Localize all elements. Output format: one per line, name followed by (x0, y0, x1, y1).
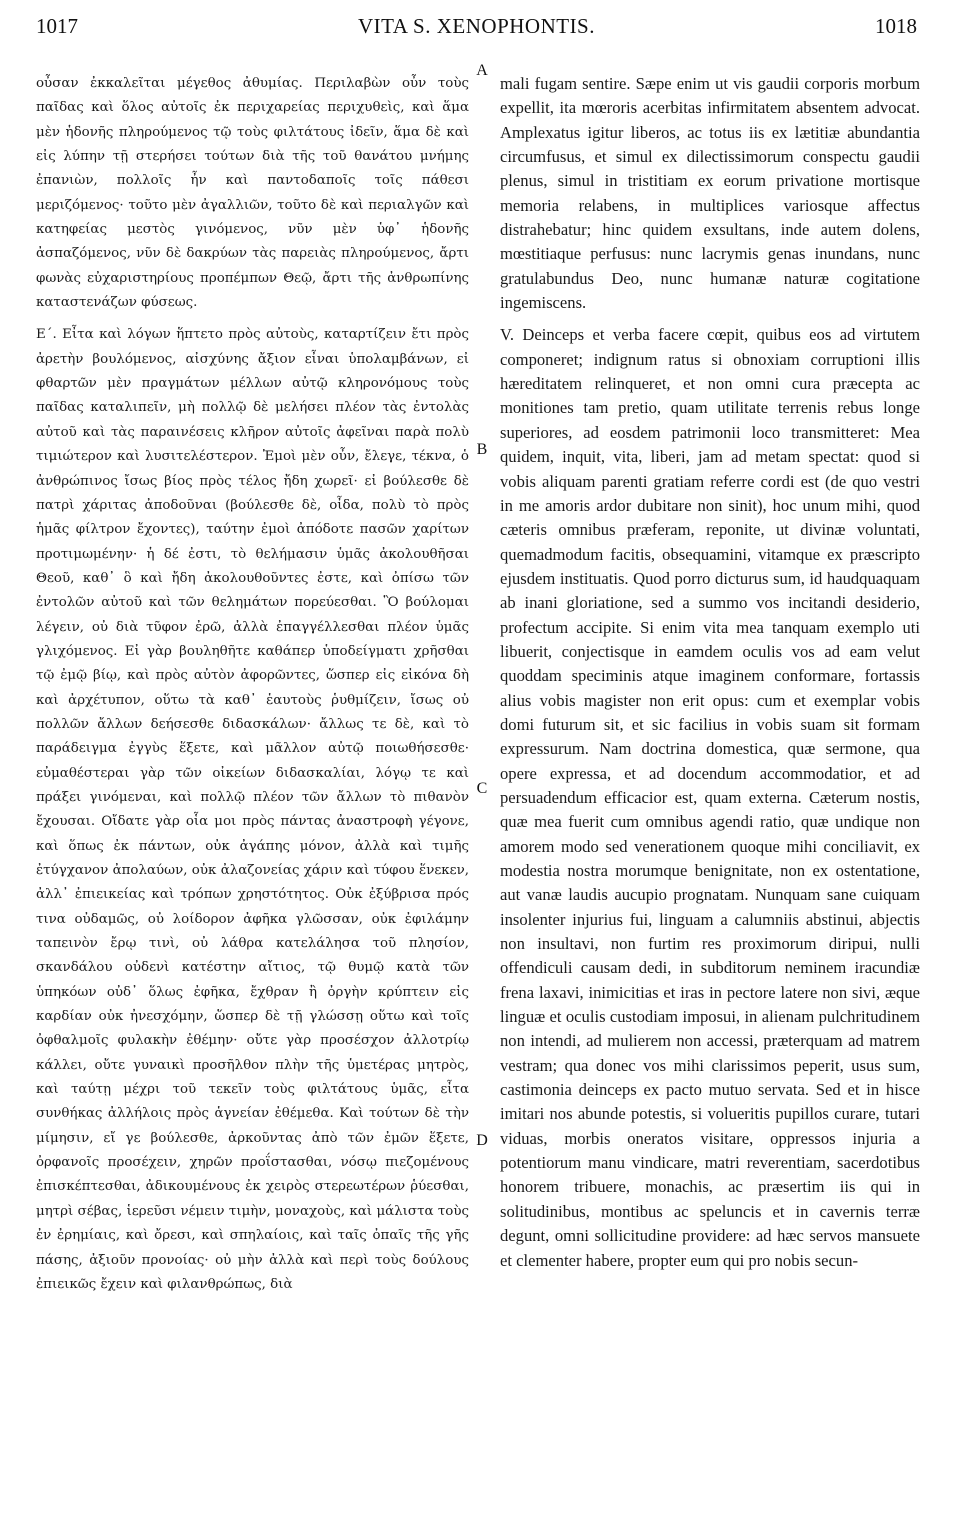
margin-marker-c: C (476, 780, 488, 797)
running-header (36, 14, 917, 42)
right-page-number: 1018 (875, 14, 917, 38)
greek-paragraph-1: οὖσαν ἐκκαλεῖται μέγεθος ἀθυμίας. Περιλαβὼν οὖν τοὺς παῖδας καὶ ὅλος αὐτοῖς ἐκ περιχαρείας περιχυθεὶς, καὶ ἅμα μὲν ἡδονῆς πληρούμενος τῷ τοὺς φιλτάτους ἰδεῖν, ἅμα δὲ καὶ εἰς λύπην τῇ στερήσει τούτων διὰ τῆς τοῦ θανάτου μνήμης ἐπανιὼν, πολλοῖς ἦν καὶ παντοδαποῖς τοῖς πάθεσι μεριζόμενος· τοῦτο μὲν ἀγαλλιῶν, τοῦτο δὲ καὶ περιαλγῶν καὶ κατηφείας μεστὸς γινόμενος, νῦν μὲν ὑφ᾽ ἡδονῆς ἀσπαζόμενος, νῦν δὲ δακρύων τὰς παρειὰς πληρούμενος, ἄρτι φωνὰς εὐχαριστηρίους προπέμπων Θεῷ, ἄρτι τῆς ἀνθρωπίνης καταστενάζων φύσεως. (36, 76, 469, 311)
margin-marker-a: A (476, 62, 488, 79)
margin-marker-b: B (476, 441, 488, 458)
left-page-number: 1017 (36, 14, 78, 38)
running-title: VITA S. XENOPHONTIS. (358, 14, 595, 38)
greek-paragraph-2: Ε΄. Εἶτα καὶ λόγων ἥπτετο πρὸς αὐτοὺς, καταρτίζειν ἔτι πρὸς ἀρετὴν βουλόμενος, αἰσχύνης ἄξιον εἶναι ὑπολαμβάνων, εἰ φθαρτῶν μὲν πραγμάτων μέλλων αὐτῷ κληρονόμους τοὺς παῖδας καταλιπεῖν, μὴ πολλῷ δὲ μελήσει πλέον τὰς ἐντολὰς αὐτοῦ καὶ τὰς παραινέσεις κλῆρον αὐτοῖς ἀφεῖναι παρὰ πολὺ τιμιώτερον καὶ λυσιτελέστερον. Ἐμοὶ μὲν οὖν, ἔλεγε, τέκνα, ὁ ἀνθρώπινος ἴσως βίος πρὸς τέλος ἤδη χωρεῖ· εἰ βούλεσθε δὲ πατρὶ χάριτας ἀποδοῦναι (βούλεσθε δὲ, οἶδα, πολὺ τὸ πρὸς ἡμᾶς φίλτρον ἔχοντες), ταύτην ἐμοὶ ἀπόδοτε πασῶν χαρίτων προτιμωμένην· ἡ δέ ἐστι, τὸ θελήμασιν ὑμᾶς ἀκολουθῆσαι Θεοῦ, καθ᾽ ὃ καὶ ἤδη ἀκολουθοῦντες ἐστε, καὶ ὀπίσω τῶν ἐντολῶν αὐτοῦ καὶ τῶν θελημάτων πορεύεσθαι. Ὃ βούλομαι λέγειν, οὐ διὰ τῦφον ἐρῶ, ἀλλὰ ἐπαγγέλλεσθαι πλέον ὑμᾶς γλιχόμενος. Εἰ γὰρ βουληθῆτε καθάπερ ὑποδείγματι χρῆσθαι τῷ ἐμῷ βίῳ, καὶ πρὸς αὐτὸν ἀφορῶντες, ὥσπερ εἰς εἰκόνα δὴ καὶ ἀρχέτυπον, οὕτω τὰ καθ᾽ ἑαυτοὺς ῥυθμίζειν, ἴσως οὐ πολλῶν ἄλλων δεήσεσθε διδασκάλων· ἄλλως τε δὲ, καὶ τὸ παράδειγμα ἐγγὺς ἕξετε, καὶ μᾶλλον αὐτῷ ποιωθήσεσθε· εὐμαθέστεραι γὰρ τῶν οἰκείων διδασκαλίαι, λόγῳ τε καὶ πράξει γινόμεναι, καὶ πολλῷ πλέον τῶν ἄλλων τὸ πιθανὸν ἔχουσαι. Οἴδατε γὰρ οἷα μοι πρὸς πάντας ἀναστροφὴ γέγονε, καὶ ὅπως ἐκ πάντων, οὐκ ἀγάπης μόνον, ἀλλὰ καὶ τιμῆς ἐτύγχανον ἀπολαύων, οὐκ ἀλαζονείας χάριν καὶ τύφου ἕνεκεν, ἀλλ᾽ ἐπιεικείας καὶ τρόπων χρηστότητος. Οὐκ ἐξύβρισα πρός τινα οὐδαμῶς, οὐ λοίδορον ἀφῆκα γλῶσσαν, οὐκ ἐφιλάμην ταπεινὸν ἔρῳ τινὶ, οὐ λάθρα κατελάλησα τοῦ πλησίον, σκανδάλου οὐδενὶ κατέστην αἴτιος, τῷ θυμῷ κατὰ τῶν ὑπηκόων οὐδ᾽ ὅλως ἐφῆκα, ἔχθραν ἢ ὀργὴν κρύπτειν εἰς καρδίαν οὐκ ἠνεσχόμην, ὥσπερ δὲ τῇ γλώσσῃ οὕτω καὶ τοῖς ὀφθαλμοῖς φυλακὴν ἐθέμην· οὔτε γὰρ προσέσχον ἀλλοτρίῳ κάλλει, οὔτε γυναικὶ προσῆλθον πλὴν τῆς ὑμετέρας μητρὸς, καὶ ταύτῃ μέχρι τοῦ τεκεῖν τοὺς φιλτάτους ὑμᾶς, εἶτα συνθήκας ἀλλήλοις πρὸς ἁγνείαν ἐθέμεθα. Καὶ τούτων δὲ τὴν μίμησιν, εἴ γε βούλεσθε, ἀρκοῦντας ἀπὸ τῶν ἐμῶν ἕξετε, ὀρφανοῖς προσέχειν, χηρῶν προΐστασθαι, νόσῳ πιεζομένους ἐπισκέπτεσθαι, ἀδικουμένους ἐκ χειρὸς στερεωτέρων ῥύεσθαι, μητρὶ σέβας, ἱερεῦσι νέμειν τιμὴν, μοναχοὺς, καὶ μάλιστα τοὺς ἐν ἐρημίαις, καὶ ὄρεσι, καὶ σπηλαίοις, καὶ ταῖς ὀπαῖς τῆς γῆς πάσης, ἀξιοῦν προνοίας· οὐ μὴν ἀλλὰ καὶ περὶ τοὺς δούλους ἐπιεικῶς ἔχειν καὶ φιλανθρώπως, διὰ (36, 327, 469, 1292)
latin-paragraph-2: V. Deinceps et verba facere cœpit, quibus eos ad virtutem componeret; indignum ratus si obnoxiam corruptioni illis hæreditatem relinqueret, et non omni cura præcepta ac monitiones tam pretio, quam utilitate terrenis rebus longe superiores, ad eosdem patrimonii loco transmitteret: Mea quidem, inquit, vita, liberi, jam ad metam spectat: quod si vobis aliquam parenti gratiam referre cordi est (de quo vestri in me amoris ardor dubitare non sinit), hoc unum mihi, quod cæteris omnibus præferam, reponite, ut divinæ voluntati, quemadmodum facitis, obsequamini, vitamque ex præscripto ejusdem instituatis. Quod porro dicturus sum, id haudquaquam ab inani gloriatione, sed a summo vos incitandi desiderio, profectum accipite. Si enim vita mea tanquam exemplo uti libuerit, conjectisque in eamdem oculis vos ad eam velut quoddam speciminis atque imaginem conformare, fortassis alius vobis magister non erit opus: cum et exemplar vobis domi futurum sit, et sic facilius in vobis suam sit formam expressurum. Nam doctrina domestica, quæ sermone, qua opere expressa, et ad docendum accommodatior, et ad persuadendum efficacior est, quam externa. Cæterum nostis, quæ mea fuerit cum omnibus agendi ratio, quæ undique non amorem modo sed venerationem quoque mihi conciliavit, ex modestia nostra morumque benignitate, non ex ostentatione, aut vanæ laudis aucupio prognatam. Nunquam sane cuiquam insolenter injurius fui, linguam a calumniis abstinui, abjectis non insultavi, non furtim res proximorum diripui, nulli offendiculi causam dedi, in subditorum neminem iracundiæ frena laxavi, inimicitias et iras in pectore latere non sivi, æque linguæ et oculis custodiam imposui, in alienam pulchritudinem non intendi, ad mulierem non accessi, præterquam ad matrem vestram; qua donec vos mihi clarissimos peperit, usus sum, castimonia deinceps ex pacto mutuo servata. Sed et in hisce imitari nos abunde potestis, si volueritis pupillos curare, tutari viduas, morbis oneratos visitare, oppressos injuria a potentiorum manu vindicare, matri reverentiam, sacerdotibus honorem tribuere, monachis, ac præsertim iis qui in solitudinibus, montibus ac speluncis et in cavernis terræ degunt, omni sollicitudine providere: ad hæc servos mansuete et clementer habere, propter eum qui pro nobis secun- (500, 325, 920, 1270)
greek-column (36, 72, 469, 1297)
margin-marker-d: D (476, 1132, 488, 1149)
latin-paragraph-1: mali fugam sentire. Sæpe enim ut vis gaudii corporis morbum expellit, ita mœroris acerbitas infirmitatem absentem advocat. Amplexatus igitur liberos, ac totus iis ex lætitiæ abundantia circumfusus, et simul ex dilectissimorum conspectu gaudii plenus, simul in tristitiam ex eorum privatione mortisque memoria relabens, in multiplices variosque affectus distrahebatur; hinc quidem exsultans, inde autem dolens, mœstitiaque perfusus: nunc lacrymis genas inundans, nunc gratulabundus Deo, nunc humanæ naturæ cogitatione ingemiscens. (500, 74, 920, 313)
latin-column (500, 72, 920, 1273)
